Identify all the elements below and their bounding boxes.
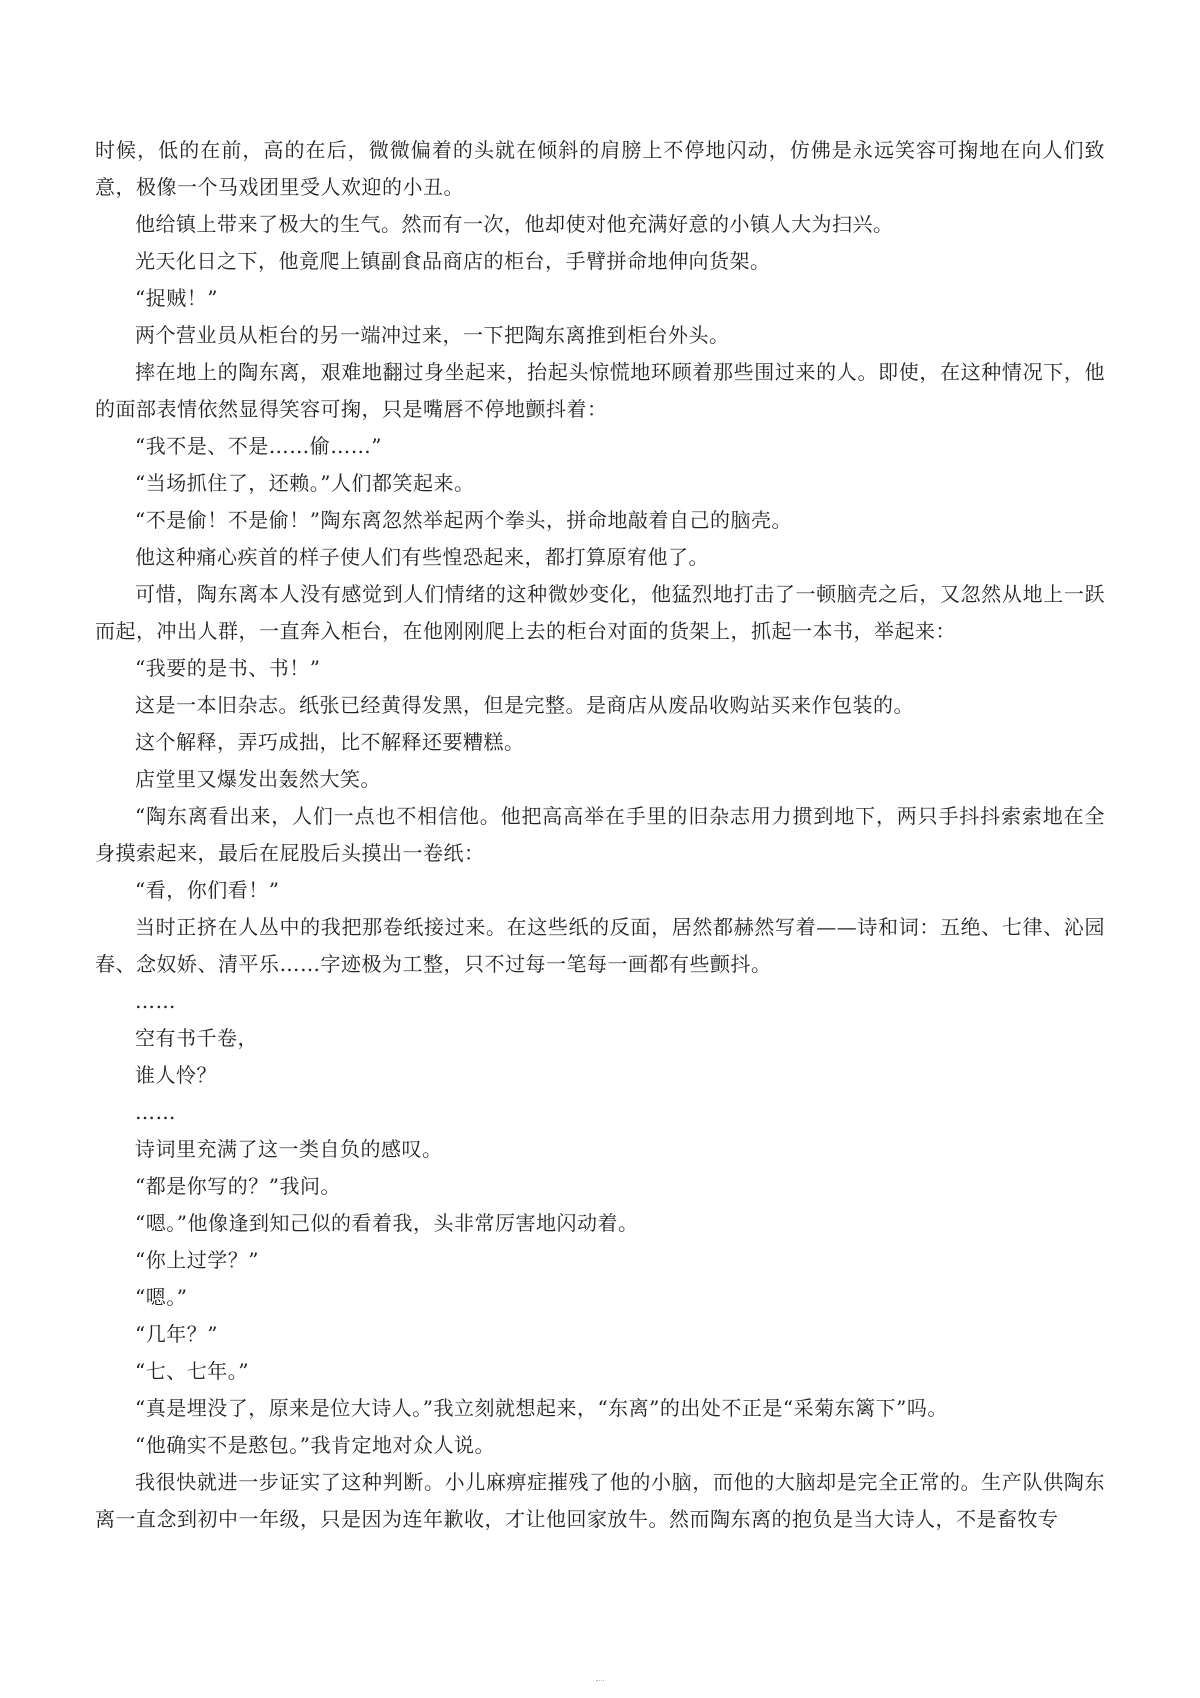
- paragraph: “当场抓住了，还赖。”人们都笑起来。: [135, 471, 475, 495]
- page-footer-mark: [596, 1680, 604, 1684]
- paragraph: 空有书千卷，: [135, 1026, 258, 1050]
- paragraph: “嗯。”: [135, 1285, 188, 1309]
- paragraph: 两个营业员从柜台的另一端冲过来，一下把陶东离推到柜台外头。: [135, 323, 730, 347]
- paragraph: “看，你们看！”: [135, 878, 280, 902]
- paragraph: “七、七年。”: [135, 1359, 249, 1383]
- paragraph: 他给镇上带来了极大的生气。然而有一次，他却使对他充满好意的小镇人大为扫兴。: [135, 212, 894, 236]
- paragraph: “都是你写的？”我问。: [135, 1174, 341, 1198]
- paragraph: 时候，低的在前，高的在后，微微偏着的头就在倾斜的肩膀上不停地闪动，仿佛是永远笑容可掬地在向人们致意，极像一个马戏团里受人欢迎的小丑。: [95, 138, 1105, 199]
- article-body: [95, 132, 1105, 1538]
- paragraph: “陶东离看出来，人们一点也不相信他。他把高高举在手里的旧杂志用力掼到地下，两只手抖抖索索地在全身摸索起来，最后在屁股后头摸出一卷纸：: [95, 804, 1105, 865]
- paragraph: “捉贼！”: [135, 286, 218, 310]
- paragraph: 我很快就进一步证实了这种判断。小儿麻痹症摧残了他的小脑，而他的大脑却是完全正常的。生产队供陶东离一直念到初中一年级，只是因为连年歉收，才让他回家放牛。然而陶东离的抱负是当大诗人，不是畜牧专: [95, 1470, 1105, 1531]
- paragraph: 摔在地上的陶东离，艰难地翻过身坐起来，抬起头惊慌地环顾着那些围过来的人。即使，在这种情况下，他的面部表情依然显得笑容可掬，只是嘴唇不停地颤抖着：: [95, 360, 1105, 421]
- paragraph: 谁人怜？: [135, 1063, 217, 1087]
- paragraph: “几年？”: [135, 1322, 218, 1346]
- paragraph: “嗯。”他像逢到知己似的看着我，头非常厉害地闪动着。: [135, 1211, 639, 1235]
- paragraph: “真是埋没了，原来是位大诗人。”我立刻就想起来，“东离”的出处不正是“采菊东篱下”吗。: [135, 1396, 948, 1420]
- paragraph: “他确实不是憨包。”我肯定地对众人说。: [135, 1433, 495, 1457]
- paragraph: ……: [135, 1100, 176, 1124]
- paragraph: “我要的是书、书！”: [135, 656, 321, 680]
- paragraph: 诗词里充满了这一类自负的感叹。: [135, 1137, 443, 1161]
- paragraph: 可惜，陶东离本人没有感觉到人们情绪的这种微妙变化，他猛烈地打击了一顿脑壳之后，又忽然从地上一跃而起，冲出人群，一直奔入柜台，在他刚刚爬上去的柜台对面的货架上，抓起一本书，举起来：: [95, 582, 1105, 643]
- paragraph: 他这种痛心疾首的样子使人们有些惶恐起来，都打算原宥他了。: [135, 545, 709, 569]
- paragraph: “你上过学？”: [135, 1248, 259, 1272]
- paragraph: 这是一本旧杂志。纸张已经黄得发黑，但是完整。是商店从废品收购站买来作包装的。: [135, 693, 914, 717]
- paragraph: ……: [135, 989, 176, 1013]
- paragraph: 当时正挤在人丛中的我把那卷纸接过来。在这些纸的反面，居然都赫然写着——诗和词：五绝、七律、沁园春、念奴娇、清平乐……字迹极为工整，只不过每一笔每一画都有些颤抖。: [95, 915, 1105, 976]
- paragraph: “不是偷！不是偷！”陶东离忽然举起两个拳头，拼命地敲着自己的脑壳。: [135, 508, 792, 532]
- paragraph: 光天化日之下，他竟爬上镇副食品商店的柜台，手臂拼命地伸向货架。: [135, 249, 771, 273]
- paragraph: “我不是、不是……偷……”: [135, 434, 382, 458]
- paragraph: 这个解释，弄巧成拙，比不解释还要糟糕。: [135, 730, 525, 754]
- paragraph: 店堂里又爆发出轰然大笑。: [135, 767, 381, 791]
